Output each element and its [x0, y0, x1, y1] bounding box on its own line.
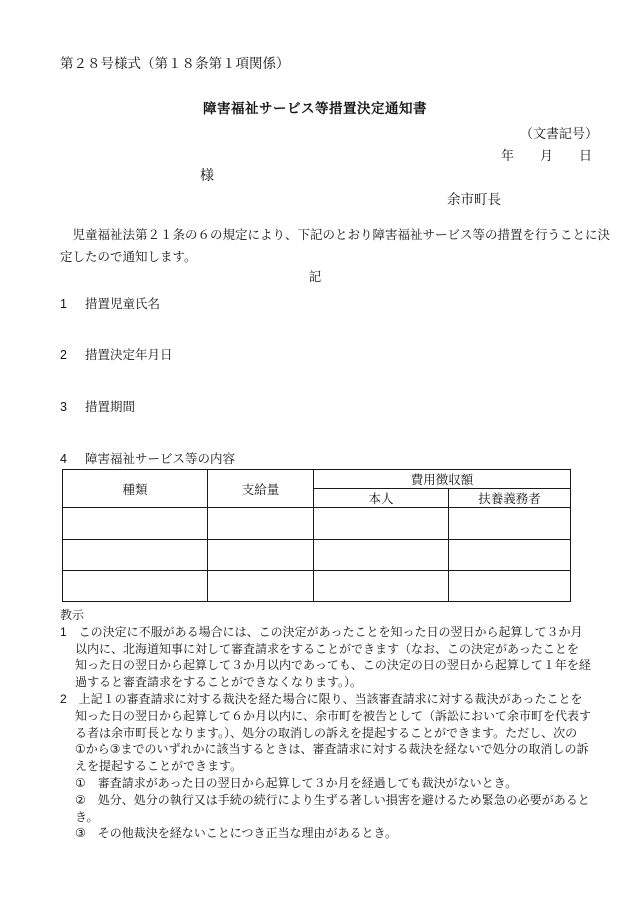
- item-label: 措置児童氏名: [85, 297, 161, 311]
- notice-line: き。: [75, 809, 99, 824]
- issuer-name: 余市町長: [447, 192, 501, 207]
- intro-line: 児童福祉法第２１条の６の規定により、下記のとおり障害福祉サービス等の措置を行うことに決: [60, 228, 611, 242]
- notice-heading: 教示: [60, 608, 85, 622]
- notice-line: ① 審査請求があった日の翌日から起算して３か月を経過しても裁決がないとき。: [75, 775, 518, 790]
- notice-line: 知った日の翌日から起算して３か月以内であっても、この決定の日の翌日から起算して１年を経: [75, 658, 591, 673]
- item-label: 措置決定年月日: [85, 348, 173, 362]
- notice-line: 1 この決定に不服がある場合には、この決定があったことを知った日の翌日から起算して３か月: [60, 624, 583, 639]
- item-decision-date: [60, 347, 173, 363]
- table-cell: [208, 571, 314, 602]
- services-table-wrap: [62, 469, 570, 602]
- services-table: [62, 469, 571, 602]
- table-cell: [449, 540, 571, 571]
- table-row: [63, 571, 571, 602]
- notice-line: ①から③までのいずれかに該当するときは、審査請求に対する裁決を経ないで処分の取消しの訴: [75, 742, 589, 757]
- item-placement-period: [60, 399, 135, 415]
- notice-line: ② 処分、処分の執行又は手続の続行により生ずる著しい損害を避けるため緊急の必要があると: [75, 792, 590, 807]
- intro-line: 定したので通知します。: [60, 250, 197, 264]
- table-cell: [63, 571, 208, 602]
- col-header-fee-group: 費用徴収額: [314, 470, 571, 489]
- table-cell: [63, 540, 208, 571]
- form-number: 第２８号様式（第１８条第１項関係）: [60, 56, 290, 71]
- table-cell: [208, 540, 314, 571]
- table-cell: [208, 508, 314, 540]
- table-cell: [63, 508, 208, 540]
- col-header-fee-supporter: 扶養義務者: [449, 489, 571, 508]
- table-cell: [314, 540, 449, 571]
- ki-heading: 記: [308, 270, 322, 284]
- item-number: 2: [60, 348, 67, 362]
- notice-line: 以内に、北海道知事に対して審査請求をすることができます（なお、この決定があったことを: [75, 641, 579, 656]
- document-title: 障害福祉サービス等措置決定通知書: [203, 101, 427, 116]
- item-service-contents: [60, 451, 235, 467]
- notice-line: ③ その他裁決を経ないことにつき正当な理由があるとき。: [75, 826, 398, 841]
- table-row: [63, 508, 571, 540]
- intro-paragraph: [60, 224, 611, 268]
- item-child-name: [60, 296, 160, 312]
- item-number: 3: [60, 400, 67, 414]
- table-cell: [449, 571, 571, 602]
- doc-code-label: （文書記号）: [519, 126, 598, 141]
- item-number: 1: [60, 297, 67, 311]
- notice-line: 過すると審査請求をすることができなくなります。）。: [75, 675, 363, 690]
- table-cell: [449, 508, 571, 540]
- col-header-supply: 支給量: [208, 470, 314, 508]
- table-cell: [314, 571, 449, 602]
- item-label: 障害福祉サービス等の内容: [85, 452, 236, 466]
- item-label: 措置期間: [85, 400, 136, 414]
- table-row: [63, 540, 571, 571]
- notice-line: えを提起することができます。: [75, 759, 243, 774]
- col-header-type: 種類: [63, 470, 208, 508]
- addressee-honorific: 様: [200, 167, 214, 183]
- item-number: 4: [60, 452, 67, 466]
- appeal-notice: [60, 607, 591, 842]
- col-header-fee-self: 本人: [314, 489, 449, 508]
- notice-line: 知った日の翌日から起算して６か月以内に、余市町を被告として（訴訟において余市町を代表す: [75, 708, 592, 723]
- notice-line: 2 上記１の審査請求に対する裁決を経た場合に限り、当該審査請求に対する裁決があったことを: [60, 691, 583, 706]
- table-cell: [314, 508, 449, 540]
- notice-line: る者は余市町長となります。）、処分の取消しの訴えを提起することができます。ただし、次の: [75, 725, 578, 740]
- date-line: 年 月 日: [500, 148, 592, 163]
